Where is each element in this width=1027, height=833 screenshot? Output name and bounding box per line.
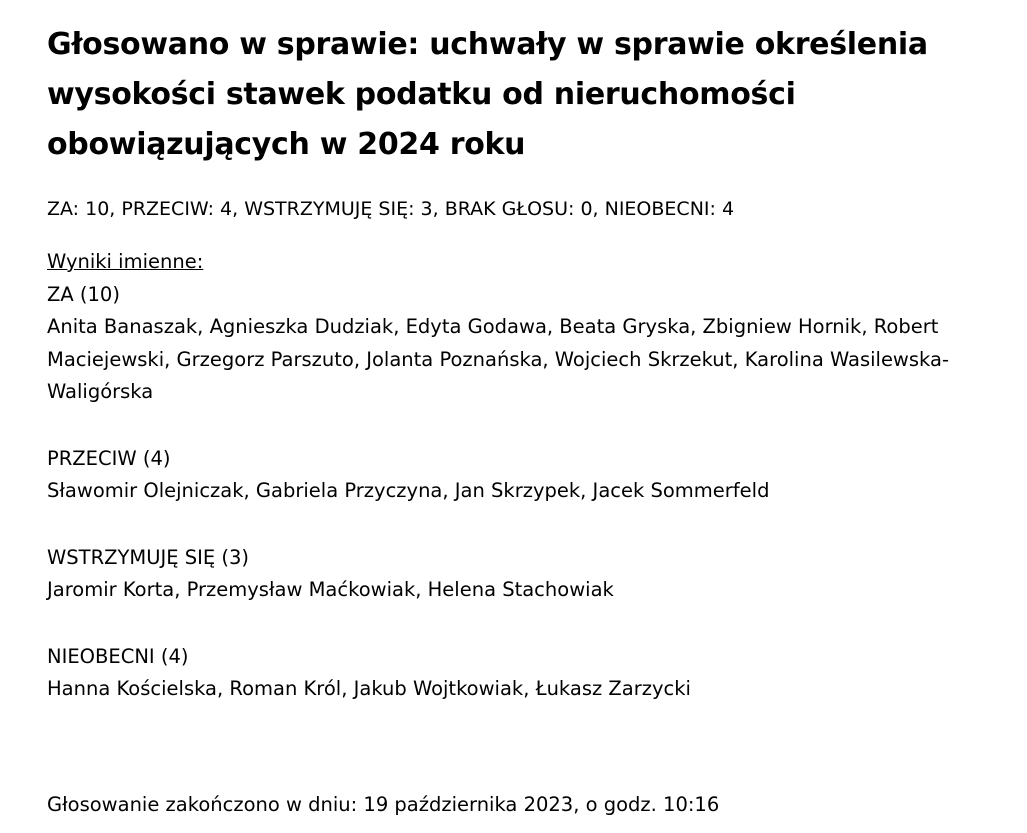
group-names: Hanna Kościelska, Roman Król, Jakub Wojtkowiak, Łukasz Zarzycki xyxy=(47,677,691,700)
vote-group-za xyxy=(47,279,1007,409)
group-names: Jaromir Korta, Przemysław Maćkowiak, Helena Stachowiak xyxy=(47,578,614,601)
results-heading: Wyniki imienne: xyxy=(47,250,204,273)
vote-document xyxy=(47,20,1007,706)
vote-summary: ZA: 10, PRZECIW: 4, WSTRZYMUJĘ SIĘ: 3, BRAK GŁOSU: 0, NIEOBECNI: 4 xyxy=(47,198,735,220)
named-results xyxy=(47,246,1007,706)
group-names: Anita Banaszak, Agnieszka Dudziak, Edyta Godawa, Beata Gryska, Zbigniew Hornik, Robert Maciejewski, Grzegorz Parszuto, Jolanta Poznańska, Wojciech Skrzekut, Karolina Wasilewska-Waligórska xyxy=(47,315,949,403)
vote-group-wstrzymuje xyxy=(47,542,1007,607)
group-heading: ZA (10) xyxy=(47,282,120,306)
group-heading: PRZECIW (4) xyxy=(47,446,171,470)
group-heading: WSTRZYMUJĘ SIĘ (3) xyxy=(47,545,250,569)
page-title: Głosowano w sprawie: uchwały w sprawie określenia wysokości stawek podatku od nieruchomości obowiązujących w 2024 roku xyxy=(47,27,928,162)
group-names: Sławomir Olejniczak, Gabriela Przyczyna, Jan Skrzypek, Jacek Sommerfeld xyxy=(47,479,770,502)
group-heading: NIEOBECNI (4) xyxy=(47,644,189,668)
vote-end-timestamp: Głosowanie zakończono w dniu: 19 października 2023, o godz. 10:16 xyxy=(47,793,720,816)
vote-group-przeciw xyxy=(47,443,1007,508)
vote-group-nieobecni xyxy=(47,641,1007,706)
